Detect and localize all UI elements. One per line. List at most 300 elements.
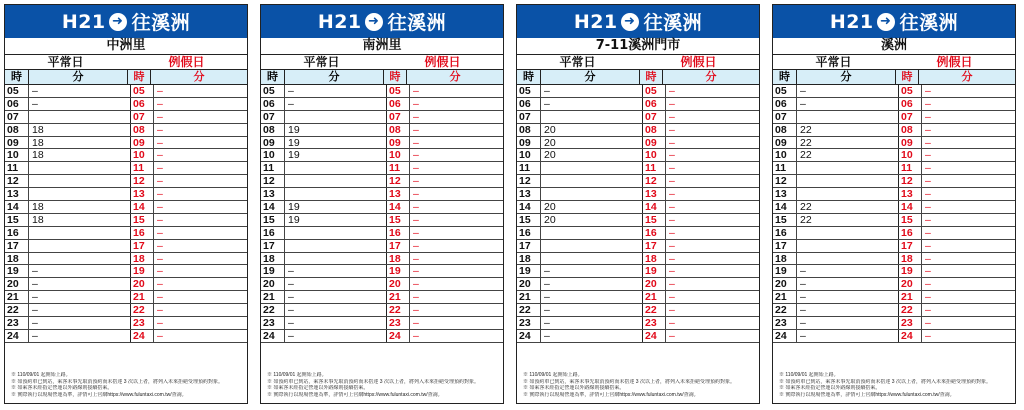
holiday-minute-cell: –	[669, 213, 675, 226]
holiday-hour-cell: 12	[130, 175, 154, 187]
column-header	[261, 70, 503, 85]
holiday-hour-cell: 07	[642, 111, 666, 123]
weekday-minute-cell: 19	[288, 201, 300, 214]
hour-cell: 08	[773, 124, 797, 136]
holiday-hour-cell: 23	[130, 317, 154, 329]
stop-name: 中洲里	[5, 38, 247, 55]
holiday-minute-cell: –	[157, 252, 163, 265]
holiday-hour-cell: 22	[898, 304, 922, 316]
table-row	[517, 137, 759, 150]
route-label: H21	[61, 10, 106, 33]
note-line: ※ 實際執行以現場營運為準，詳情可上官網https://www.fuluntaxi.com.tw/查詢。	[523, 391, 699, 398]
holiday-hour-cell: 18	[642, 253, 666, 265]
holiday-hour-cell: 12	[642, 175, 666, 187]
timetable-card-3	[516, 4, 760, 404]
holiday-hour-cell: 06	[898, 98, 922, 110]
holiday-minute-cell: –	[157, 239, 163, 252]
note-line: ※ 110/09/01 起開始上路。	[523, 372, 583, 378]
table-row	[261, 85, 503, 98]
holiday-minute-cell: –	[157, 291, 163, 304]
holiday-hour-cell: 13	[130, 188, 154, 200]
holiday-minute-cell: –	[157, 317, 163, 330]
holiday-minute-cell: –	[413, 201, 419, 214]
hour-cell: 08	[261, 124, 285, 136]
table-row	[517, 85, 759, 98]
holiday-hour-cell: 13	[642, 188, 666, 200]
table-row	[517, 278, 759, 291]
holiday-hour-cell: 10	[386, 149, 410, 161]
weekday-minute-cell: 20	[544, 201, 556, 214]
table-row	[5, 304, 247, 317]
table-row	[773, 240, 1015, 253]
hour-cell: 17	[5, 240, 29, 252]
holiday-minute-cell: –	[157, 188, 163, 201]
holiday-hour-cell: 18	[898, 253, 922, 265]
holiday-minute-cell: –	[413, 162, 419, 175]
weekday-minute-cell: 18	[32, 123, 44, 136]
stop-name: 溪洲	[773, 38, 1015, 55]
table-row	[261, 278, 503, 291]
weekday-minute-cell: 19	[288, 149, 300, 162]
hour-cell: 16	[517, 227, 541, 239]
holiday-hour-cell: 07	[386, 111, 410, 123]
weekday-minute-cell: –	[32, 97, 38, 110]
holiday-hour-cell: 05	[386, 85, 410, 97]
weekday-minute-cell	[797, 240, 898, 252]
holiday-minute-cell: –	[413, 188, 419, 201]
hour-cell: 08	[5, 124, 29, 136]
holiday-minute-cell: –	[669, 329, 675, 342]
table-row	[5, 85, 247, 98]
table-row	[517, 291, 759, 304]
table-row	[773, 162, 1015, 175]
weekday-minute-cell	[797, 188, 898, 200]
day-type-row	[517, 55, 759, 70]
holiday-hour-cell: 20	[898, 278, 922, 290]
holiday-minute-cell: –	[925, 188, 931, 201]
hour-cell: 13	[517, 188, 541, 200]
hour-cell: 22	[261, 304, 285, 316]
table-row	[773, 278, 1015, 291]
holiday-minute-cell: –	[925, 304, 931, 317]
holiday-hour-cell: 06	[386, 98, 410, 110]
table-row	[5, 330, 247, 343]
weekday-minute-cell	[285, 188, 386, 200]
holiday-hour-cell: 19	[130, 265, 154, 277]
weekday-minute-cell: 20	[544, 213, 556, 226]
weekday-minute-cell: –	[544, 304, 550, 317]
hour-cell: 24	[517, 330, 541, 342]
holiday-minute-cell: –	[925, 136, 931, 149]
hour-cell: 13	[261, 188, 285, 200]
weekday-minute-cell	[541, 175, 642, 187]
holiday-minute-cell: –	[157, 329, 163, 342]
holiday-hour-cell: 21	[898, 291, 922, 303]
column-header	[773, 70, 1015, 85]
hour-cell: 09	[773, 137, 797, 149]
holiday-hour-cell: 22	[130, 304, 154, 316]
hour-cell: 06	[5, 98, 29, 110]
hour-cell: 13	[5, 188, 29, 200]
weekday-minute-cell: –	[288, 304, 294, 317]
notes	[261, 369, 503, 403]
holiday-hour-cell: 14	[898, 201, 922, 213]
holiday-minute-cell: –	[669, 123, 675, 136]
weekday-minute-cell: –	[544, 329, 550, 342]
hour-cell: 15	[517, 214, 541, 226]
hour-cell: 18	[517, 253, 541, 265]
holiday-hour-cell: 19	[642, 265, 666, 277]
table-row	[261, 98, 503, 111]
weekday-minute-cell	[29, 188, 130, 200]
holiday-hour-cell: 06	[642, 98, 666, 110]
holiday-hour-cell: 23	[898, 317, 922, 329]
holiday-minute-cell: –	[413, 213, 419, 226]
holiday-minute-cell: –	[925, 252, 931, 265]
hour-cell: 20	[261, 278, 285, 290]
table-row	[261, 137, 503, 150]
hour-cell: 23	[517, 317, 541, 329]
minute-header: 分	[584, 70, 596, 83]
arrow-right-icon: ➜	[109, 13, 127, 31]
hour-cell: 18	[261, 253, 285, 265]
holiday-hour-cell: 09	[898, 137, 922, 149]
table-row	[773, 291, 1015, 304]
table-row	[517, 240, 759, 253]
holiday-minute-cell: –	[669, 201, 675, 214]
holiday-minute-cell: –	[413, 265, 419, 278]
table-row	[773, 188, 1015, 201]
hour-cell: 12	[517, 175, 541, 187]
holiday-minute-cell: –	[925, 226, 931, 239]
holiday-hour-cell: 12	[386, 175, 410, 187]
hour-cell: 20	[773, 278, 797, 290]
table-row	[5, 149, 247, 162]
holiday-label: 例假日	[680, 55, 717, 69]
table-row	[5, 278, 247, 291]
hour-cell: 19	[261, 265, 285, 277]
holiday-minute-cell: –	[925, 278, 931, 291]
holiday-hour-cell: 20	[130, 278, 154, 290]
holiday-minute-cell: –	[669, 97, 675, 110]
hour-cell: 24	[261, 330, 285, 342]
minute-header: 分	[840, 70, 852, 83]
holiday-hour-cell: 17	[898, 240, 922, 252]
holiday-label: 例假日	[424, 55, 461, 69]
weekday-minute-cell	[797, 253, 898, 265]
holiday-hour-cell: 17	[642, 240, 666, 252]
notes	[5, 369, 247, 403]
weekday-label: 平常日	[559, 55, 596, 69]
hour-cell: 07	[5, 111, 29, 123]
holiday-minute-cell: –	[669, 252, 675, 265]
holiday-hour-cell: 21	[642, 291, 666, 303]
holiday-hour-cell: 24	[386, 330, 410, 342]
holiday-minute-cell: –	[157, 97, 163, 110]
note-line: ※ 如預約車已到站，乘客未事先取消預約而未搭達 3 次以上者，將列入未來拒絕受理預約對象。	[267, 378, 479, 385]
table-row	[261, 227, 503, 240]
hour-cell: 21	[261, 291, 285, 303]
route-direction: 往溪洲	[643, 12, 703, 34]
table-row	[517, 149, 759, 162]
hour-cell: 05	[5, 85, 29, 97]
weekday-minute-cell: –	[800, 85, 806, 97]
timetable-card-4	[772, 4, 1016, 404]
route-label: H21	[317, 10, 362, 33]
weekday-minute-cell: –	[32, 304, 38, 317]
hour-cell: 17	[517, 240, 541, 252]
hour-cell: 19	[517, 265, 541, 277]
weekday-minute-cell	[541, 111, 642, 123]
table-row	[517, 265, 759, 278]
note-line: ※ 如乘客未經指定營運以外路線則接續搭乘。	[779, 385, 881, 391]
weekday-minute-cell: 18	[32, 213, 44, 226]
weekday-minute-cell	[29, 175, 130, 187]
weekday-minute-cell	[285, 175, 386, 187]
weekday-minute-cell: –	[32, 265, 38, 278]
hour-cell: 11	[517, 162, 541, 174]
hour-cell: 10	[261, 149, 285, 161]
weekday-minute-cell: –	[32, 278, 38, 291]
table-row	[773, 111, 1015, 124]
holiday-minute-cell: –	[413, 149, 419, 162]
holiday-hour-cell: 08	[898, 124, 922, 136]
holiday-minute-cell: –	[925, 265, 931, 278]
holiday-hour-cell: 22	[386, 304, 410, 316]
hour-header-holiday: 時	[639, 70, 663, 84]
holiday-hour-cell: 08	[642, 124, 666, 136]
holiday-hour-cell: 17	[130, 240, 154, 252]
hour-cell: 19	[5, 265, 29, 277]
holiday-minute-cell: –	[925, 85, 931, 97]
hour-cell: 20	[5, 278, 29, 290]
weekday-minute-cell: –	[288, 329, 294, 342]
holiday-hour-cell: 20	[642, 278, 666, 290]
weekday-minute-cell: 18	[32, 149, 44, 162]
weekday-label: 平常日	[47, 55, 84, 69]
weekday-minute-cell: –	[544, 278, 550, 291]
weekday-minute-cell: 20	[544, 123, 556, 136]
holiday-hour-cell: 10	[130, 149, 154, 161]
table-row	[261, 201, 503, 214]
holiday-hour-cell: 09	[642, 137, 666, 149]
holiday-minute-cell: –	[413, 291, 419, 304]
table-row	[773, 214, 1015, 227]
hour-cell: 13	[773, 188, 797, 200]
weekday-minute-cell	[285, 240, 386, 252]
note-line: ※ 如預約車已到站，乘客未事先取消預約而未搭達 3 次以上者，將列入未來拒絕受理預約對象。	[779, 378, 991, 385]
holiday-hour-cell: 17	[386, 240, 410, 252]
table-row	[517, 188, 759, 201]
holiday-minute-cell: –	[157, 149, 163, 162]
weekday-minute-cell: 19	[288, 136, 300, 149]
weekday-minute-cell: 19	[288, 123, 300, 136]
weekday-minute-cell: –	[288, 278, 294, 291]
hour-cell: 12	[773, 175, 797, 187]
hour-cell: 15	[261, 214, 285, 226]
hour-cell: 05	[773, 85, 797, 97]
holiday-minute-cell: –	[413, 317, 419, 330]
table-row	[5, 188, 247, 201]
weekday-minute-cell: –	[32, 329, 38, 342]
holiday-hour-cell: 16	[898, 227, 922, 239]
weekday-minute-cell: 20	[544, 136, 556, 149]
hour-cell: 05	[261, 85, 285, 97]
hour-cell: 14	[517, 201, 541, 213]
hour-cell: 24	[5, 330, 29, 342]
weekday-minute-cell	[797, 111, 898, 123]
table-row	[261, 317, 503, 330]
table-row	[517, 111, 759, 124]
table-row	[517, 330, 759, 343]
holiday-hour-cell: 05	[898, 85, 922, 97]
hour-cell: 09	[5, 137, 29, 149]
holiday-hour-cell: 21	[386, 291, 410, 303]
hour-cell: 06	[517, 98, 541, 110]
holiday-hour-cell: 10	[898, 149, 922, 161]
weekday-minute-cell: –	[800, 265, 806, 278]
table-row	[5, 317, 247, 330]
hour-header-holiday: 時	[895, 70, 919, 84]
note-line: ※ 如預約車已到站，乘客未事先取消預約而未搭達 3 次以上者，將列入未來拒絕受理預約對象。	[523, 378, 735, 385]
table-row	[517, 227, 759, 240]
holiday-hour-cell: 10	[642, 149, 666, 161]
table-row	[773, 201, 1015, 214]
hour-header-holiday: 時	[383, 70, 407, 84]
hour-cell: 24	[773, 330, 797, 342]
day-type-row	[5, 55, 247, 70]
hour-header: 時	[5, 70, 29, 84]
holiday-hour-cell: 09	[130, 137, 154, 149]
holiday-hour-cell: 20	[386, 278, 410, 290]
hour-cell: 11	[5, 162, 29, 174]
table-row	[261, 111, 503, 124]
table-row	[773, 330, 1015, 343]
minute-header: 分	[72, 70, 84, 83]
table-row	[261, 214, 503, 227]
table-row	[773, 124, 1015, 137]
weekday-minute-cell: –	[800, 97, 806, 110]
hour-cell: 14	[773, 201, 797, 213]
hour-cell: 21	[5, 291, 29, 303]
weekday-minute-cell: –	[800, 329, 806, 342]
holiday-hour-cell: 18	[130, 253, 154, 265]
minute-header-holiday: 分	[705, 70, 717, 83]
weekday-minute-cell: –	[288, 97, 294, 110]
weekday-minute-cell: –	[544, 265, 550, 278]
weekday-minute-cell: 18	[32, 136, 44, 149]
weekday-minute-cell: –	[288, 265, 294, 278]
table-row	[773, 227, 1015, 240]
weekday-minute-cell	[797, 227, 898, 239]
holiday-minute-cell: –	[413, 226, 419, 239]
weekday-minute-cell	[797, 175, 898, 187]
timetable-card-1	[4, 4, 248, 404]
holiday-hour-cell: 14	[386, 201, 410, 213]
holiday-minute-cell: –	[925, 149, 931, 162]
weekday-minute-cell	[541, 253, 642, 265]
hour-header: 時	[517, 70, 541, 84]
holiday-minute-cell: –	[925, 291, 931, 304]
holiday-minute-cell: –	[413, 85, 419, 97]
holiday-hour-cell: 07	[898, 111, 922, 123]
table-row	[5, 111, 247, 124]
holiday-label: 例假日	[168, 55, 205, 69]
holiday-minute-cell: –	[669, 188, 675, 201]
weekday-minute-cell	[541, 162, 642, 174]
holiday-minute-cell: –	[669, 175, 675, 188]
route-header	[261, 5, 503, 38]
holiday-minute-cell: –	[413, 252, 419, 265]
route-header	[5, 5, 247, 38]
holiday-minute-cell: –	[157, 85, 163, 97]
holiday-minute-cell: –	[669, 162, 675, 175]
holiday-minute-cell: –	[925, 329, 931, 342]
table-row	[773, 253, 1015, 266]
table-row	[261, 330, 503, 343]
weekday-minute-cell: 22	[800, 149, 812, 162]
table-row	[5, 227, 247, 240]
holiday-minute-cell: –	[157, 304, 163, 317]
holiday-hour-cell: 06	[130, 98, 154, 110]
holiday-label: 例假日	[936, 55, 973, 69]
table-row	[5, 240, 247, 253]
holiday-minute-cell: –	[157, 162, 163, 175]
holiday-hour-cell: 15	[386, 214, 410, 226]
weekday-minute-cell	[285, 162, 386, 174]
table-row	[261, 253, 503, 266]
holiday-minute-cell: –	[413, 239, 419, 252]
weekday-minute-cell	[285, 227, 386, 239]
hour-cell: 07	[773, 111, 797, 123]
holiday-minute-cell: –	[669, 317, 675, 330]
weekday-minute-cell: –	[800, 278, 806, 291]
hour-cell: 10	[5, 149, 29, 161]
holiday-minute-cell: –	[925, 239, 931, 252]
weekday-minute-cell: –	[288, 291, 294, 304]
hour-cell: 22	[773, 304, 797, 316]
note-line: ※ 如預約車已到站，乘客未事先取消預約而未搭達 3 次以上者，將列入未來拒絕受理預約對象。	[11, 378, 223, 385]
holiday-minute-cell: –	[669, 291, 675, 304]
holiday-hour-cell: 11	[642, 162, 666, 174]
arrow-right-icon: ➜	[365, 13, 383, 31]
holiday-minute-cell: –	[413, 278, 419, 291]
table-row	[517, 317, 759, 330]
weekday-minute-cell	[29, 253, 130, 265]
holiday-minute-cell: –	[413, 175, 419, 188]
weekday-minute-cell: –	[544, 317, 550, 330]
table-row	[773, 317, 1015, 330]
note-line: ※ 如乘客未經指定營運以外路線則接續搭乘。	[523, 385, 625, 391]
hour-cell: 23	[261, 317, 285, 329]
hour-cell: 16	[773, 227, 797, 239]
hour-cell: 09	[261, 137, 285, 149]
route-label: H21	[829, 10, 874, 33]
holiday-minute-cell: –	[669, 239, 675, 252]
holiday-minute-cell: –	[157, 265, 163, 278]
holiday-hour-cell: 05	[642, 85, 666, 97]
table-row	[773, 265, 1015, 278]
minute-header: 分	[328, 70, 340, 83]
hour-cell: 16	[5, 227, 29, 239]
holiday-minute-cell: –	[157, 278, 163, 291]
table-row	[5, 253, 247, 266]
holiday-minute-cell: –	[669, 110, 675, 123]
timetable-card-2	[260, 4, 504, 404]
table-row	[517, 124, 759, 137]
table-row	[517, 214, 759, 227]
holiday-hour-cell: 16	[386, 227, 410, 239]
